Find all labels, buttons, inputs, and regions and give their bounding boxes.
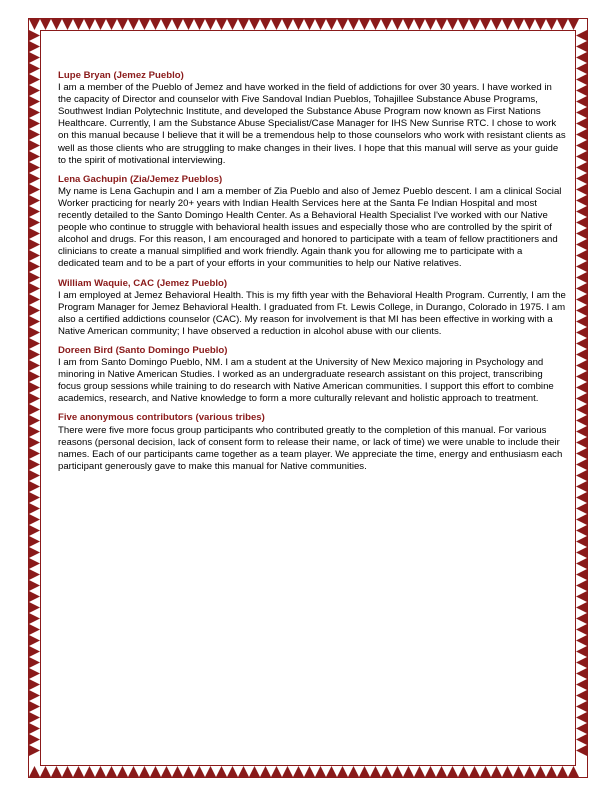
border-tooth [576,525,587,536]
border-tooth [576,195,587,206]
border-tooth [576,96,587,107]
contributor-bio: I am a member of the Pueblo of Jemez and have worked in the field of addictions for over 30 years. I have worked in the capacity of Director and counselor with Five Sandoval Indian Pueblos, Tohajillee Substance Abuse Programs, Southwest Indian Polytechnic Institute, and developed the Substance Abuse Program now known as First Nations Healthcare. Currently, I am the Substance Abuse Specialist/Case Manager for IHS New Sunrise RTC. I chose to work on this manual because I believe that it will be a tremendous help to those counselors who work with resistant clients as well as those clients who are struggling to make changes in their lives. I hope that this manual will serve as your guide to the spirit of motivational interviewing. [58,82,566,166]
border-tooth [227,19,238,30]
border-tooth [29,646,40,657]
border-tooth [29,415,40,426]
border-tooth [576,624,587,635]
border-tooth [458,766,469,777]
border-tooth [524,19,535,30]
border-tooth [469,766,480,777]
border-tooth [576,701,587,712]
border-tooth [29,569,40,580]
border-tooth [576,393,587,404]
border-tooth [29,360,40,371]
border-tooth [282,766,293,777]
border-tooth [513,766,524,777]
border-tooth [576,316,587,327]
border-tooth [29,305,40,316]
border-tooth [172,766,183,777]
border-tooth [183,19,194,30]
border-tooth [62,19,73,30]
border-tooth [29,514,40,525]
border-tooth [576,613,587,624]
border-tooth [576,602,587,613]
border-tooth [576,723,587,734]
border-tooth [447,766,458,777]
border-tooth [381,19,392,30]
border-tooth [304,766,315,777]
border-tooth [370,19,381,30]
border-tooth [576,470,587,481]
border-tooth [139,766,150,777]
border-tooth [326,766,337,777]
border-tooth [62,766,73,777]
border-tooth [227,766,238,777]
border-tooth [392,19,403,30]
border-tooth [29,107,40,118]
border-tooth [576,679,587,690]
border-tooth [576,415,587,426]
border-tooth [249,766,260,777]
border-tooth [576,558,587,569]
border-tooth [29,624,40,635]
border-tooth [458,19,469,30]
border-tooth [106,766,117,777]
border-tooth [29,74,40,85]
border-tooth [576,514,587,525]
border-tooth [29,558,40,569]
border-tooth [414,766,425,777]
border-tooth [576,712,587,723]
border-tooth [348,766,359,777]
border-tooth [576,657,587,668]
border-tooth [502,766,513,777]
border-tooth [568,19,579,30]
border-tooth [576,85,587,96]
border-tooth [128,766,139,777]
border-tooth [576,569,587,580]
border-tooth [29,338,40,349]
border-tooth [576,228,587,239]
border-tooth [29,349,40,360]
border-tooth [29,118,40,129]
border-tooth [29,129,40,140]
border-tooth [29,745,40,756]
border-tooth [315,766,326,777]
border-tooth [576,206,587,217]
border-tooth [29,591,40,602]
border-tooth [576,635,587,646]
contributor-entry [58,412,566,472]
contributor-bio: There were five more focus group participants who contributed greatly to the completion of this manual. For various reasons (personal decision, lack of consent form to release their name, or lack of time) we were unable to include their names. Each of our participants came together as a team player. We appreciate the time, energy and enthusiasm each participant generously gave to make this manual for Native communities. [58,424,563,472]
border-tooth [29,503,40,514]
border-tooth [576,305,587,316]
border-tooth [576,437,587,448]
border-tooth [29,151,40,162]
border-tooth [29,459,40,470]
border-tooth [513,19,524,30]
border-tooth [216,19,227,30]
contributor-bio: I am from Santo Domingo Pueblo, NM. I am a student at the University of New Mexico majoring in Psychology and minoring in Native American Studies. I worked as an undergraduate research assistant on this project, transcribing focus group sessions while training to do research with Native American communities. I support this effort to combine academics, research, and Native knowledge to form a more culturally relevant and holistic approach to treatment. [58,357,554,405]
border-tooth [249,19,260,30]
border-tooth [576,217,587,228]
border-tooth [238,766,249,777]
border-tooth [576,580,587,591]
border-tooth [29,547,40,558]
border-tooth [106,19,117,30]
border-tooth [29,63,40,74]
border-tooth [29,723,40,734]
border-tooth [194,766,205,777]
border-tooth [29,316,40,327]
border-tooth [436,19,447,30]
border-tooth [29,382,40,393]
border-tooth [491,766,502,777]
border-tooth [29,580,40,591]
border-tooth [29,30,40,41]
border-tooth [40,19,51,30]
border-tooth [576,536,587,547]
border-tooth [576,63,587,74]
border-tooth [29,52,40,63]
border-tooth [576,382,587,393]
border-tooth [117,766,128,777]
border-tooth [392,766,403,777]
border-tooth [359,19,370,30]
border-tooth [73,766,84,777]
border-tooth [480,19,491,30]
border-tooth [29,481,40,492]
border-tooth [403,19,414,30]
contributor-bio: My name is Lena Gachupin and I am a member of Zia Pueblo and also of Jemez Pueblo descent. I am a clinical Social Worker practicing for nearly 20+ years with Indian Health Services here at the Santa Fe Indian Hospital and most recently detailed to the Santo Domingo Health Center. As a Behavioral Health Specialist I've worked with our Native people who continue to struggle with behavioral health issues and especially those who are controlled by the spirit of alcohol and drugs. For this reason, I am encouraged and honored to participate with a team of fellow practitioners and clinicians to create a manual simplified and work friendly. Again thank you for allowing me to participate with a dedicated team and to be a part of your efforts in your communities to help our Native relatives. [58,185,562,270]
border-tooth [29,701,40,712]
border-tooth [337,766,348,777]
border-tooth [576,151,587,162]
border-tooth [425,19,436,30]
border-tooth [29,393,40,404]
border-tooth [128,19,139,30]
border-tooth [29,536,40,547]
border-tooth [576,184,587,195]
border-tooth [29,437,40,448]
border-tooth [172,19,183,30]
contributor-bio: I am employed at Jemez Behavioral Health. This is my fifth year with the Behavioral Health Program. Currently, I am the Program Manager for Jemez Behavioral Health. I graduated from Ft. Lewis College, in Durango, Colorado in 1975. I am also a certified addictions counselor (CAC). My reason for involvement is that MI has been effective in working with a Native American community; I have observed a reduction in alcohol abuse with our clients. [58,289,566,337]
border-tooth [238,19,249,30]
border-tooth [576,591,587,602]
border-tooth [576,107,587,118]
border-tooth [29,195,40,206]
border-tooth [260,19,271,30]
border-tooth [576,162,587,173]
border-tooth [29,173,40,184]
border-tooth [576,74,587,85]
border-tooth [576,448,587,459]
border-tooth [183,766,194,777]
border-tooth [29,613,40,624]
border-tooth [576,690,587,701]
border-tooth [40,766,51,777]
border-tooth [576,272,587,283]
border-tooth [161,766,172,777]
border-tooth [29,239,40,250]
border-tooth [29,492,40,503]
border-tooth [29,668,40,679]
border-tooth [576,404,587,415]
border-tooth [337,19,348,30]
border-tooth [576,338,587,349]
border-tooth [29,283,40,294]
border-tooth [260,766,271,777]
border-tooth [150,19,161,30]
border-tooth [29,294,40,305]
border-tooth [480,766,491,777]
border-tooth [576,283,587,294]
border-tooth [524,766,535,777]
border-tooth [29,85,40,96]
border-tooth [491,19,502,30]
border-tooth [51,766,62,777]
border-tooth [51,19,62,30]
border-tooth [271,19,282,30]
border-tooth [29,371,40,382]
border-tooth [29,766,40,777]
contributor-entry [58,174,566,271]
border-tooth [293,19,304,30]
border-tooth [29,635,40,646]
border-tooth [29,602,40,613]
border-tooth [576,261,587,272]
border-tooth [304,19,315,30]
border-tooth [576,360,587,371]
border-tooth [359,766,370,777]
border-tooth [29,184,40,195]
border-tooth [502,19,513,30]
border-tooth [326,19,337,30]
border-tooth [447,19,458,30]
border-tooth [117,19,128,30]
border-tooth [29,228,40,239]
border-tooth [576,129,587,140]
contributors-list [58,70,566,480]
border-tooth [29,679,40,690]
border-tooth [576,646,587,657]
border-tooth [576,503,587,514]
border-tooth [84,766,95,777]
border-tooth [29,327,40,338]
border-tooth [576,173,587,184]
border-tooth [576,140,587,151]
contributor-entry [58,70,566,167]
border-tooth [576,239,587,250]
border-tooth [29,250,40,261]
border-tooth [95,766,106,777]
border-tooth [150,766,161,777]
border-tooth [576,30,587,41]
border-tooth [535,766,546,777]
border-tooth [576,492,587,503]
border-tooth [576,547,587,558]
border-tooth [29,96,40,107]
border-tooth [95,19,106,30]
border-tooth [576,745,587,756]
border-tooth [29,448,40,459]
border-tooth [29,41,40,52]
contributor-name: William Waquie, CAC (Jemez Pueblo) [58,277,228,289]
contributor-name: Lupe Bryan (Jemez Pueblo) [58,70,184,81]
border-tooth [29,261,40,272]
border-tooth [469,19,480,30]
border-tooth [576,41,587,52]
border-tooth [576,327,587,338]
border-tooth [282,19,293,30]
border-tooth [29,162,40,173]
border-tooth [576,294,587,305]
border-tooth [29,404,40,415]
border-tooth [546,766,557,777]
border-tooth [535,19,546,30]
border-tooth [29,470,40,481]
contributor-entry [58,345,566,405]
border-tooth [216,766,227,777]
border-tooth [293,766,304,777]
border-tooth [381,766,392,777]
border-tooth [29,734,40,745]
border-tooth [557,19,568,30]
border-tooth [205,766,216,777]
border-tooth [29,426,40,437]
border-tooth [348,19,359,30]
border-tooth [29,217,40,228]
border-tooth [576,52,587,63]
border-tooth [403,766,414,777]
border-tooth [161,19,172,30]
border-tooth [29,140,40,151]
border-tooth [315,19,326,30]
border-tooth [576,426,587,437]
border-tooth [370,766,381,777]
border-tooth [73,19,84,30]
border-tooth [576,250,587,261]
border-tooth [194,19,205,30]
border-tooth [576,349,587,360]
border-tooth [29,690,40,701]
contributor-name: Five anonymous contributors (various tribes) [58,412,265,424]
border-tooth [29,712,40,723]
border-tooth [557,766,568,777]
border-tooth [271,766,282,777]
border-tooth [436,766,447,777]
border-tooth [576,481,587,492]
border-tooth [425,766,436,777]
border-tooth [414,19,425,30]
border-tooth [576,459,587,470]
border-tooth [29,19,40,30]
border-tooth [546,19,557,30]
border-tooth [29,272,40,283]
border-tooth [139,19,150,30]
border-tooth [568,766,579,777]
border-tooth [29,525,40,536]
border-tooth [29,657,40,668]
border-tooth [29,206,40,217]
border-tooth [576,668,587,679]
border-tooth [576,118,587,129]
border-tooth [576,371,587,382]
contributor-name: Doreen Bird (Santo Domingo Pueblo) [58,344,228,356]
border-tooth [84,19,95,30]
border-tooth [205,19,216,30]
contributor-name: Lena Gachupin (Zia/Jemez Pueblos) [58,173,223,185]
border-tooth [576,734,587,745]
contributor-entry [58,278,566,338]
